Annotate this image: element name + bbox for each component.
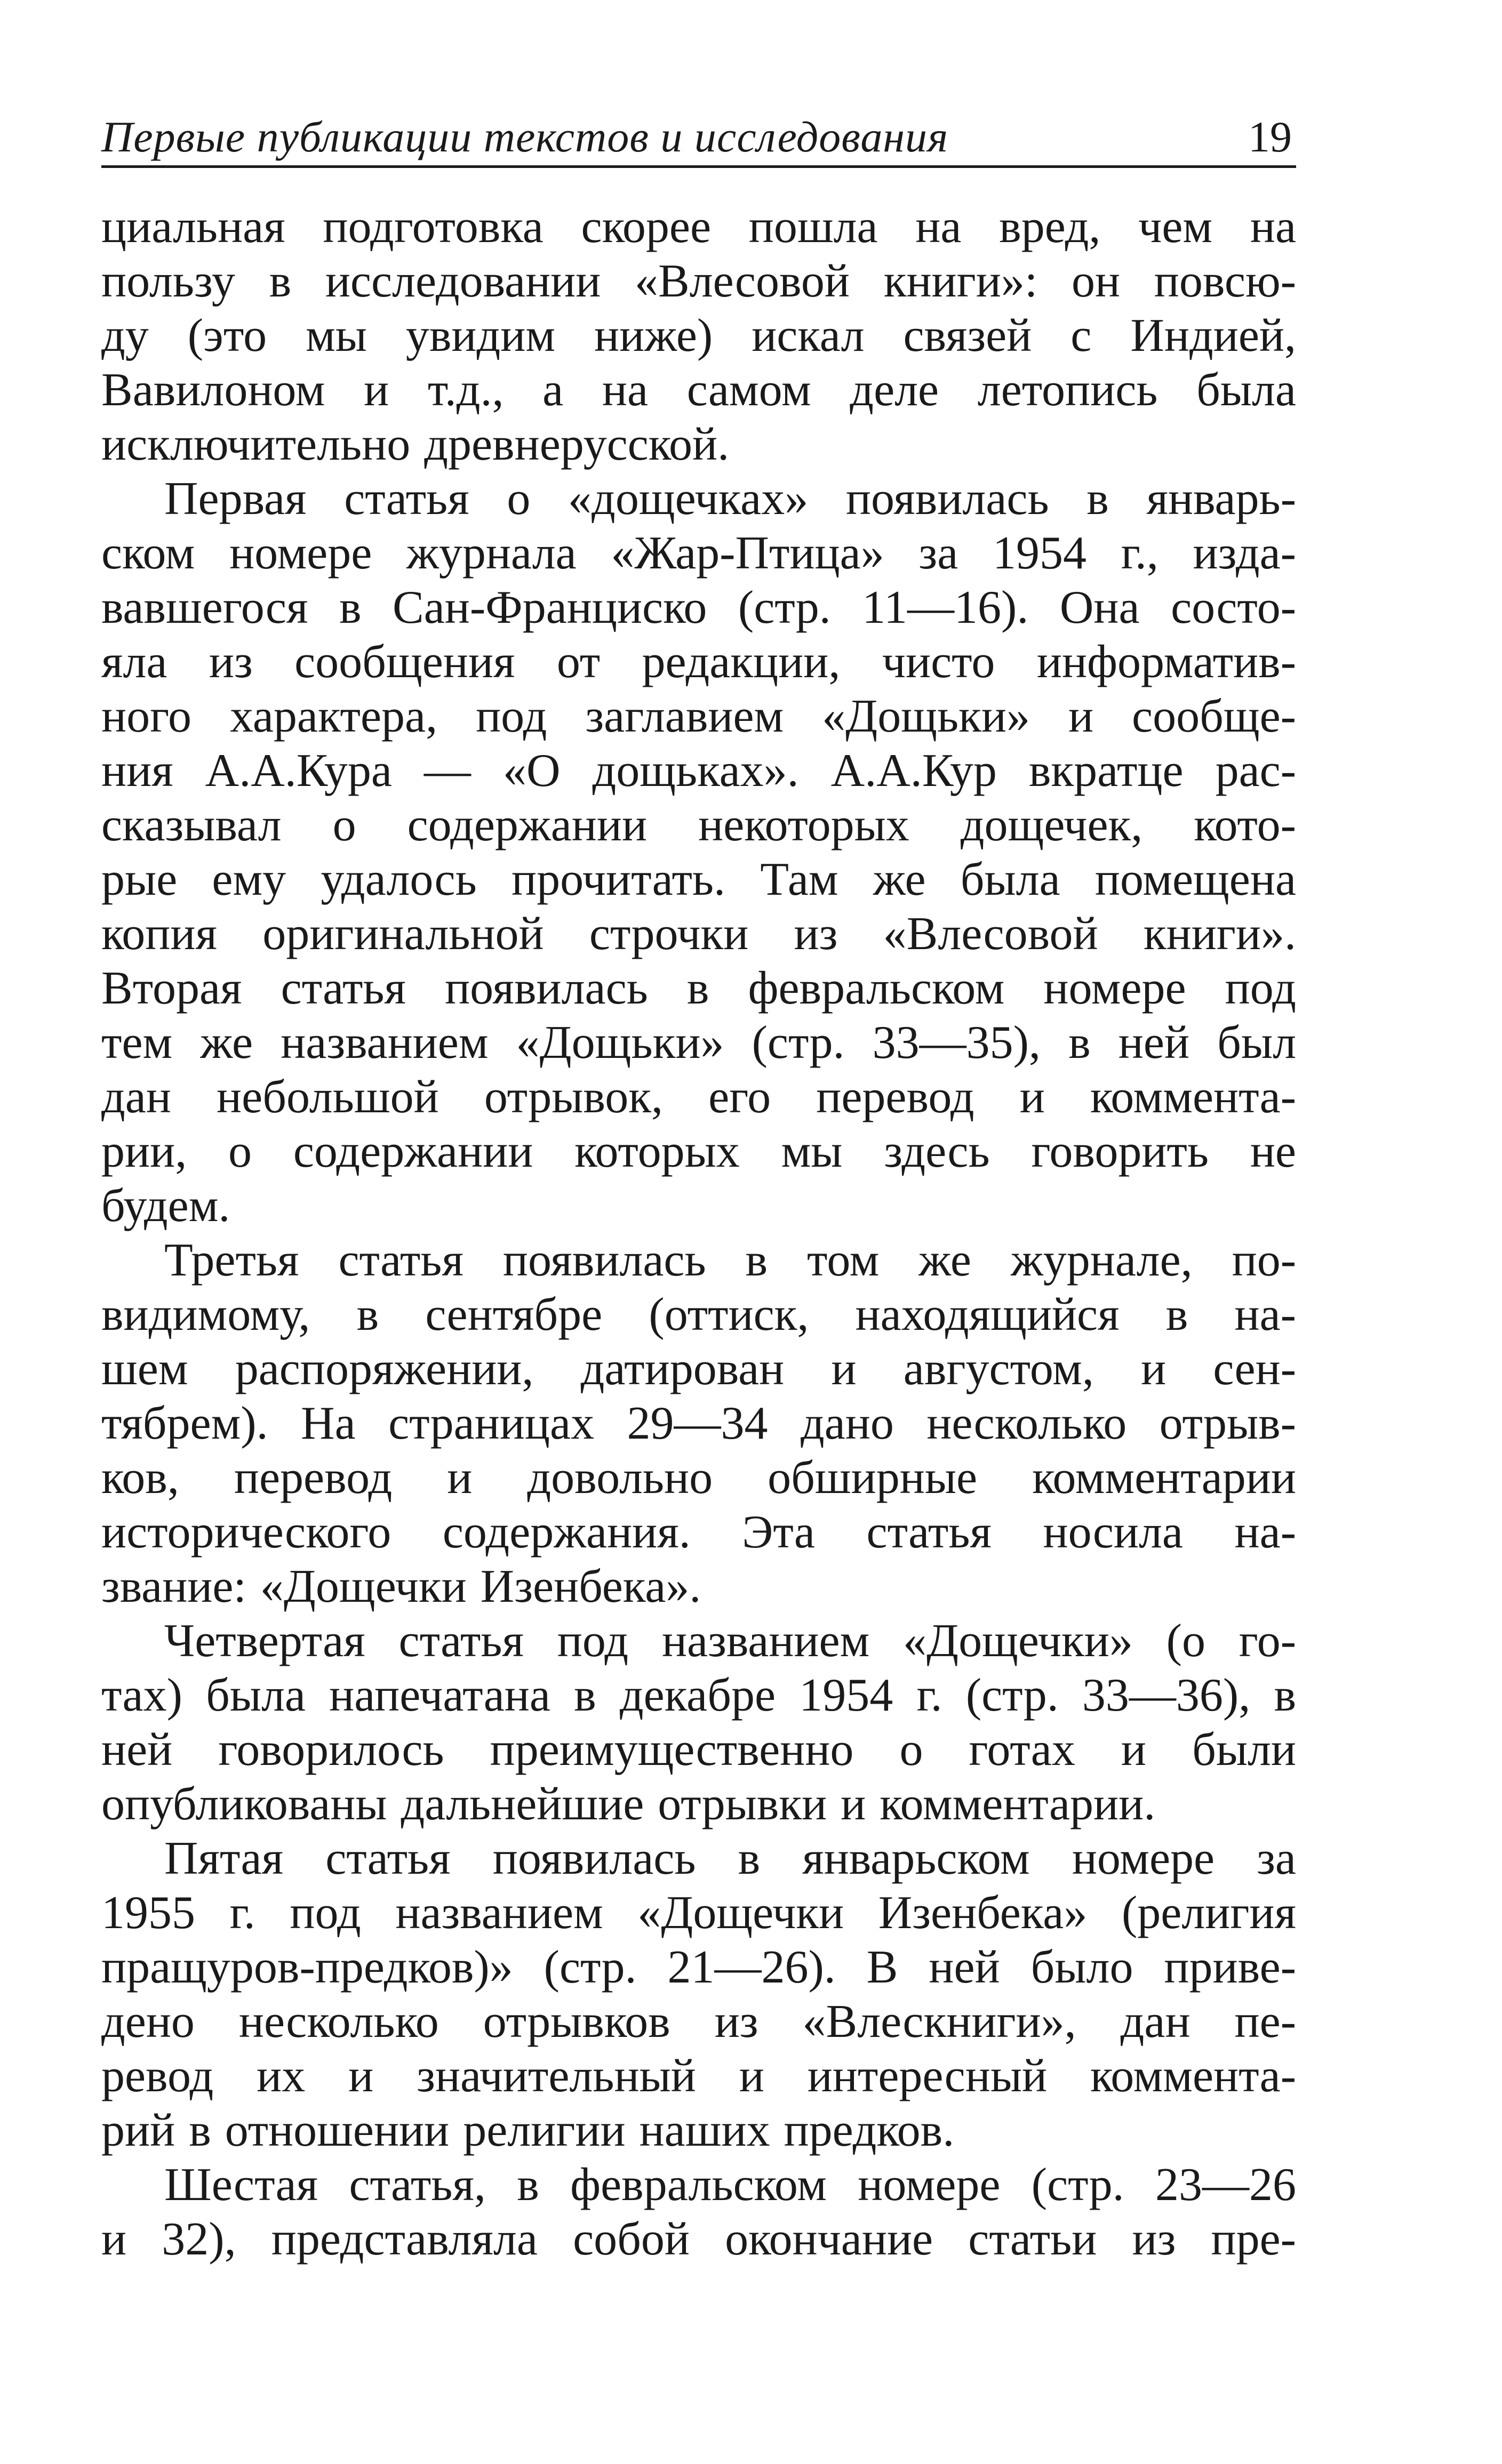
text-line: Четвертая статья под названием «Дощечки» (о го- <box>164 1615 1296 1667</box>
text-line: копия оригинальной строчки из «Влесовой книги». <box>101 908 1296 960</box>
text-line: сказывал о содержании некоторых дощечек, кото- <box>101 799 1296 851</box>
running-title: Первые публикации текстов и исследования <box>101 113 949 161</box>
text-line: ков, перевод и довольно обширные комментарии <box>101 1452 1296 1504</box>
text-line: вавшегося в Сан-Франциско (стр. 11—16). Она состо- <box>101 582 1296 633</box>
text-line: 1955 г. под названием «Дощечки Изенбека» (религия <box>101 1887 1296 1939</box>
page-number: 19 <box>1248 113 1292 161</box>
text-line: циальная подготовка скорее пошла на вред, чем на <box>101 201 1296 253</box>
text-line: Третья статья появилась в том же журнале, по- <box>164 1234 1296 1286</box>
text-line: исторического содержания. Эта статья носила на- <box>101 1506 1296 1558</box>
text-line: рий в отношении религии наших предков. <box>101 2105 955 2156</box>
text-line: пращуров-предков)» (стр. 21—26). В ней было приве- <box>101 1941 1296 1993</box>
running-header <box>101 107 1296 168</box>
text-line: ней говорилось преимущественно о готах и были <box>101 1724 1296 1776</box>
text-line: тах) была напечатана в декабре 1954 г. (стр. 33—36), в <box>101 1670 1296 1721</box>
text-line: опубликованы дальнейшие отрывки и комментарии. <box>101 1778 1156 1830</box>
text-line: ного характера, под заглавием «Дощьки» и сообще- <box>101 691 1296 742</box>
text-line: тябрем). На страницах 29—34 дано несколько отрыв- <box>101 1398 1296 1449</box>
text-line: Шестая статья, в февральском номере (стр. 23—26 <box>164 2159 1296 2211</box>
text-line: видимому, в сентябре (оттиск, находящийся в на- <box>101 1289 1296 1341</box>
paragraph <box>101 1832 1296 2158</box>
text-line: звание: «Дощечки Изенбека». <box>101 1561 701 1612</box>
body-text <box>101 200 1296 2267</box>
text-line: ния А.А.Кура — «О дощьках». А.А.Кур вкратце рас- <box>101 745 1296 797</box>
text-line: тем же названием «Дощьки» (стр. 33—35), в ней был <box>101 1017 1296 1069</box>
text-line: яла из сообщения от редакции, чисто информатив- <box>101 636 1296 688</box>
text-line: будем. <box>101 1180 230 1232</box>
text-line: дено несколько отрывков из «Влескниги», дан пе- <box>101 1996 1296 2048</box>
text-line: ревод их и значительный и интересный коммента- <box>101 2050 1296 2102</box>
paragraph <box>101 1614 1296 1832</box>
text-line: Вторая статья появилась в февральском номере под <box>101 962 1296 1014</box>
text-line: ском номере журнала «Жар-Птица» за 1954 г., изда- <box>101 527 1296 579</box>
text-line: и 32), представляла собой окончание статьи из пре- <box>101 2213 1296 2265</box>
text-line: дан небольшой отрывок, его перевод и коммента- <box>101 1071 1296 1123</box>
paragraph <box>101 472 1296 1233</box>
text-line: шем распоряжении, датирован и августом, и сен- <box>101 1343 1296 1395</box>
text-line: рии, о содержании которых мы здесь говорить не <box>101 1126 1296 1177</box>
paragraph <box>101 2158 1296 2267</box>
text-line: Пятая статья появилась в январьском номере за <box>164 1833 1296 1884</box>
text-line: исключительно древнерусской. <box>101 419 730 470</box>
text-line: пользу в исследовании «Влесовой книги»: он повсю- <box>101 255 1296 307</box>
paragraph <box>101 1233 1296 1614</box>
paragraph <box>101 200 1296 472</box>
text-line: Первая статья о «дощечках» появилась в январь- <box>164 473 1296 525</box>
text-line: рые ему удалось прочитать. Там же была помещена <box>101 854 1296 905</box>
text-line: Вавилоном и т.д., а на самом деле летопись была <box>101 364 1296 416</box>
text-line: ду (это мы увидим ниже) искал связей с Индией, <box>101 310 1296 362</box>
